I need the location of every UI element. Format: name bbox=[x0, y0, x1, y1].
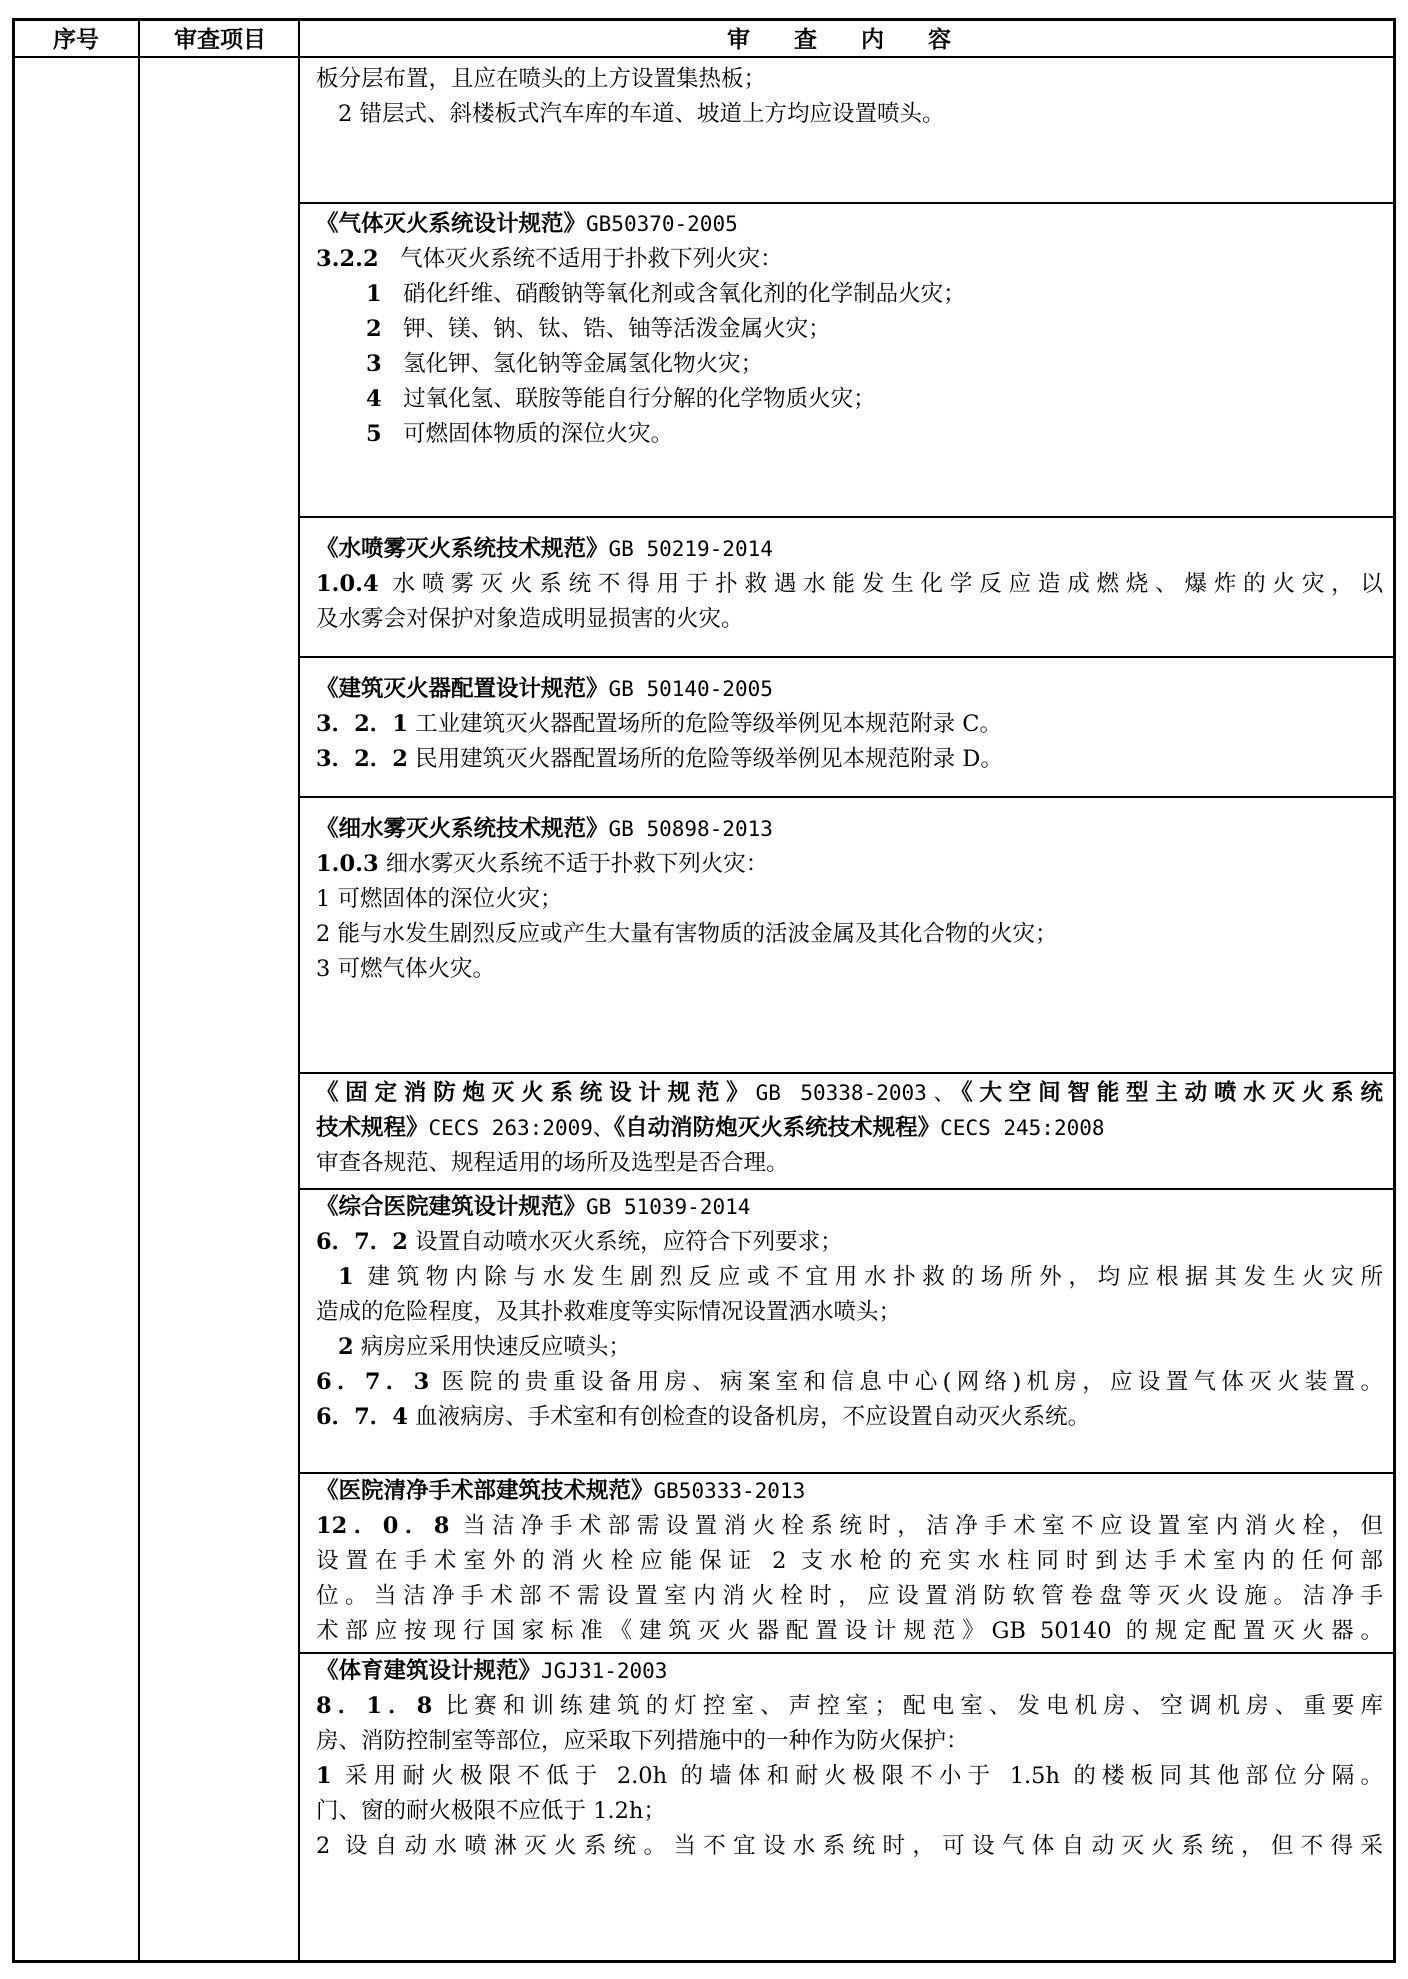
section-title: 技术规程》CECS 263:2009、《自动消防炮灭火系统技术规程》CECS 245:2008 bbox=[316, 1115, 1105, 1141]
header-review-content: 审 查 内 容 bbox=[726, 27, 970, 53]
section-title: 《综合医院建筑设计规范》GB 51039-2014 bbox=[316, 1194, 751, 1220]
list-item: 钾、镁、钠、钛、锆、铀等活泼金属火灾； bbox=[403, 316, 831, 342]
section-extinguisher-config: 《建筑灭火器配置设计规范》GB 50140-2005 3．2．1 工业建筑灭火器配置场所的危险等级举例见本规范附录 C。 3．2．2 民用建筑灭火器配置场所的危险等级举例见本规范附录 D。 bbox=[300, 656, 1393, 796]
review-item-column bbox=[140, 18, 300, 1963]
section-gas-extinguishing: 《气体灭火系统设计规范》GB50370-2005 3.2.2 气体灭火系统不适用于扑救下列火灾： 1 硝化纤维、硝酸钠等氧化剂或含氧化剂的化学制品火灾； 2 钾、镁、钠、钛、锆、铀等活泼金属火灾； 3 氢化钾、氢化钠等金属氢化物火灾； 4 过氧化氢、联胺等能自行分解的化学物质火灾； 5 可燃固体物质的深位火灾。 bbox=[300, 202, 1393, 516]
section-general-hospital: 《综合医院建筑设计规范》GB 51039-2014 6．7．2 设置自动喷水灭火系统，应符合下列要求； 1 建筑物内除与水发生剧烈反应或不宜用水扑救的场所外，均应根据其发生火灾所 造成的危险程度，及其扑救难度等实际情况设置洒水喷头； 2 病房应采用快速反应喷头； 6．7．3 医院的贵重设备用房、病案室和信息中心(网络)机房，应设置气体灭火装置。 6．7．4 血液病房、手术室和有创检查的设备机房，不应设置自动灭火系统。 bbox=[300, 1188, 1393, 1472]
list-item: 硝化纤维、硝酸钠等氧化剂或含氧化剂的化学制品火灾； bbox=[403, 281, 966, 307]
clause-number: 3．2．2 bbox=[316, 746, 408, 772]
text-line: 造成的危险程度，及其扑救难度等实际情况设置洒水喷头； bbox=[316, 1299, 902, 1325]
clause-number: 3．2．1 bbox=[316, 711, 408, 737]
section-title: 《医院清净手术部建筑技术规范》GB50333-2013 bbox=[316, 1478, 806, 1504]
section-continuation bbox=[300, 58, 1393, 202]
list-item: 氢化钾、氢化钠等金属氢化物火灾； bbox=[403, 351, 764, 377]
text-line: 审查各规范、规程适用的场所及选型是否合理。 bbox=[316, 1150, 789, 1176]
clause-number: 12．0．8 bbox=[316, 1513, 450, 1539]
header-seq: 序号 bbox=[53, 27, 99, 53]
clause-number: 8．1．8 bbox=[316, 1693, 433, 1719]
text-line: 房、消防控制室等部位，应采取下列措施中的一种作为防火保护： bbox=[316, 1728, 969, 1754]
seq-column bbox=[12, 18, 140, 1963]
text-line: 板分层布置，且应在喷头的上方设置集热板； bbox=[316, 66, 767, 92]
clause-number: 1.0.4 bbox=[316, 571, 379, 597]
table-bottom-border bbox=[12, 1960, 1396, 1963]
clause-number: 6．7．2 bbox=[316, 1229, 408, 1255]
review-table bbox=[12, 18, 1396, 1963]
list-item: 可燃固体物质的深位火灾。 bbox=[403, 421, 674, 447]
clause-number: 6．7．3 bbox=[316, 1369, 430, 1395]
section-title: 《建筑灭火器配置设计规范》GB 50140-2005 bbox=[316, 676, 773, 702]
list-item: 1 可燃固体的深位火灾； bbox=[316, 886, 563, 912]
text-line: 2 设自动水喷淋灭火系统。当不宜设水系统时，可设气体自动灭火系统，但不得采 bbox=[316, 1833, 1383, 1859]
section-title: 《气体灭火系统设计规范》GB50370-2005 bbox=[316, 211, 738, 237]
text-line: 2 错层式、斜楼板式汽车库的车道、坡道上方均应设置喷头。 bbox=[338, 101, 945, 127]
list-item: 3 可燃气体火灾。 bbox=[316, 956, 495, 982]
list-item: 2 能与水发生剧烈反应或产生大量有害物质的活波金属及其化合物的火灾； bbox=[316, 921, 1058, 947]
section-title: 《体育建筑设计规范》JGJ31-2003 bbox=[316, 1658, 668, 1684]
text-line: 术部应按现行国家标准《建筑灭火器配置设计规范》GB 50140 的规定配置灭火器。 bbox=[316, 1618, 1383, 1644]
header-review-item: 审查项目 bbox=[174, 27, 266, 53]
clause-number: 6．7．4 bbox=[316, 1404, 408, 1430]
text-line: 位。当洁净手术部不需设置室内消火栓时，应设置消防软管卷盘等灭火设施。洁净手 bbox=[316, 1583, 1383, 1609]
section-title: 《固定消防炮灭火系统设计规范》GB 50338-2003、《大空间智能型主动喷水灭火系统 bbox=[316, 1080, 1383, 1106]
clause-text: 气体灭火系统不适用于扑救下列火灾： bbox=[400, 246, 783, 272]
list-item: 过氧化氢、联胺等能自行分解的化学物质火灾； bbox=[403, 386, 876, 412]
section-clean-operating: 《医院清净手术部建筑技术规范》GB50333-2013 12．0．8 当洁净手术部需设置消火栓系统时，洁净手术室不应设置室内消火栓，但 设置在手术室外的消火栓应能保证 2 支水枪的充实水柱同时到达手术室内的任何部 位。当洁净手术部不需设置室内消火栓时，应设置消防软管卷盘等灭火设施。洁净手 术部应按现行国家标准《建筑灭火器配置设计规范》GB 50140 的规定配置灭火器。 bbox=[300, 1472, 1393, 1652]
section-title: 《细水雾灭火系统技术规范》GB 50898-2013 bbox=[316, 816, 773, 842]
text-line: 设置在手术室外的消火栓应能保证 2 支水枪的充实水柱同时到达手术室内的任何部 bbox=[316, 1548, 1383, 1574]
text-line: 门、窗的耐火极限不应低于 1.2h； bbox=[316, 1798, 666, 1824]
clause-number: 1.0.3 bbox=[316, 851, 379, 877]
table-header-row bbox=[12, 18, 1396, 58]
clause-number: 3.2.2 bbox=[316, 246, 379, 272]
text-line: 及水雾会对保护对象造成明显损害的火灾。 bbox=[316, 606, 744, 632]
section-title: 《水喷雾灭火系统技术规范》GB 50219-2014 bbox=[316, 536, 773, 562]
section-sports-building: 《体育建筑设计规范》JGJ31-2003 8．1．8 比赛和训练建筑的灯控室、声控室；配电室、发电机房、空调机房、重要库 房、消防控制室等部位，应采取下列措施中的一种作为防火保护： 1 采用耐火极限不低于 2.0h 的墙体和耐火极限不小于 1.5h 的楼板同其他部位分隔。 门、窗的耐火极限不应低于 1.2h； 2 设自动水喷淋灭火系统。当不宜设水系统时，可设气体自动灭火系统，但不得采 bbox=[300, 1652, 1393, 1960]
section-water-mist: 《细水雾灭火系统技术规范》GB 50898-2013 1.0.3 细水雾灭火系统不适于扑救下列火灾： 1 可燃固体的深位火灾； 2 能与水发生剧烈反应或产生大量有害物质的活波金属及其化合物的火灾； 3 可燃气体火灾。 bbox=[300, 796, 1393, 1072]
section-fire-monitor bbox=[300, 1072, 1393, 1188]
section-water-spray: 《水喷雾灭火系统技术规范》GB 50219-2014 1.0.4 水喷雾灭火系统不得用于扑救遇水能发生化学反应造成燃烧、爆炸的火灾，以 及水雾会对保护对象造成明显损害的火灾。 bbox=[300, 516, 1393, 656]
